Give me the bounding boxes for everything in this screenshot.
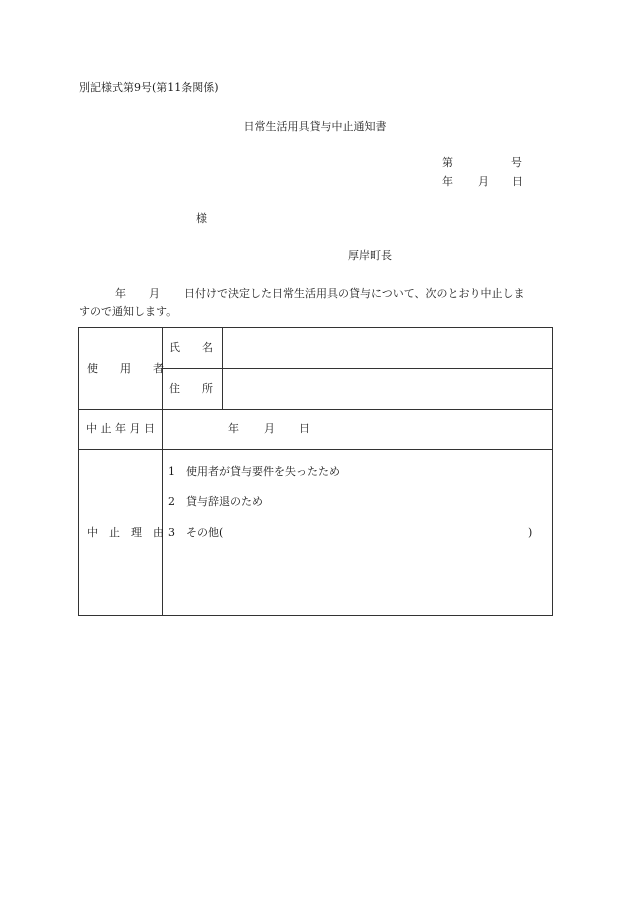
stop-date-year: 年 xyxy=(228,422,239,435)
stop-date-day: 日 xyxy=(299,422,310,435)
name-field[interactable] xyxy=(229,342,549,356)
notice-body xyxy=(79,285,555,321)
user-label: 使 用 者 xyxy=(87,362,164,375)
body-year: 年 xyxy=(115,287,126,300)
sender-name: 厚岸町長 xyxy=(348,249,392,262)
notice-body-line2: すので通知します。 xyxy=(79,305,178,318)
body-month: 月 xyxy=(149,287,160,300)
reason-item-3: 3 その他( xyxy=(168,526,224,539)
reason-item-1: 1 使用者が貸与要件を失ったため xyxy=(168,465,340,478)
row-divider-name-address xyxy=(162,368,553,369)
issue-date-line xyxy=(442,175,523,188)
stop-date-month: 月 xyxy=(264,422,275,435)
stop-date-label: 中 止 年 月 日 xyxy=(86,422,155,435)
address-field[interactable] xyxy=(229,383,549,397)
issue-date-month: 月 xyxy=(478,175,489,188)
number-line xyxy=(442,156,522,169)
number-suffix: 号 xyxy=(511,156,522,169)
reason-label: 中 止 理 由 xyxy=(87,526,164,539)
addressee-honorific: 様 xyxy=(196,212,207,225)
name-label: 氏 名 xyxy=(169,341,213,354)
reason-item-2: 2 貸与辞退のため xyxy=(168,495,263,508)
issue-date-day: 日 xyxy=(512,175,523,188)
row-divider-user-date xyxy=(79,409,553,410)
number-prefix: 第 xyxy=(442,156,453,169)
reason-other-close: ) xyxy=(528,526,533,539)
notice-body-line1 xyxy=(79,285,555,303)
body-rest: 日付けで決定した日常生活用具の貸与について、次のとおり中止しま xyxy=(184,287,525,300)
issue-date-year: 年 xyxy=(442,175,453,188)
notice-table xyxy=(78,327,553,616)
address-label: 住 所 xyxy=(169,382,213,395)
form-reference: 別記様式第9号(第11条関係) xyxy=(79,81,219,94)
sublabel-column-divider xyxy=(222,328,223,409)
row-divider-date-reason xyxy=(79,449,553,450)
document-title: 日常生活用具貸与中止通知書 xyxy=(243,120,387,133)
